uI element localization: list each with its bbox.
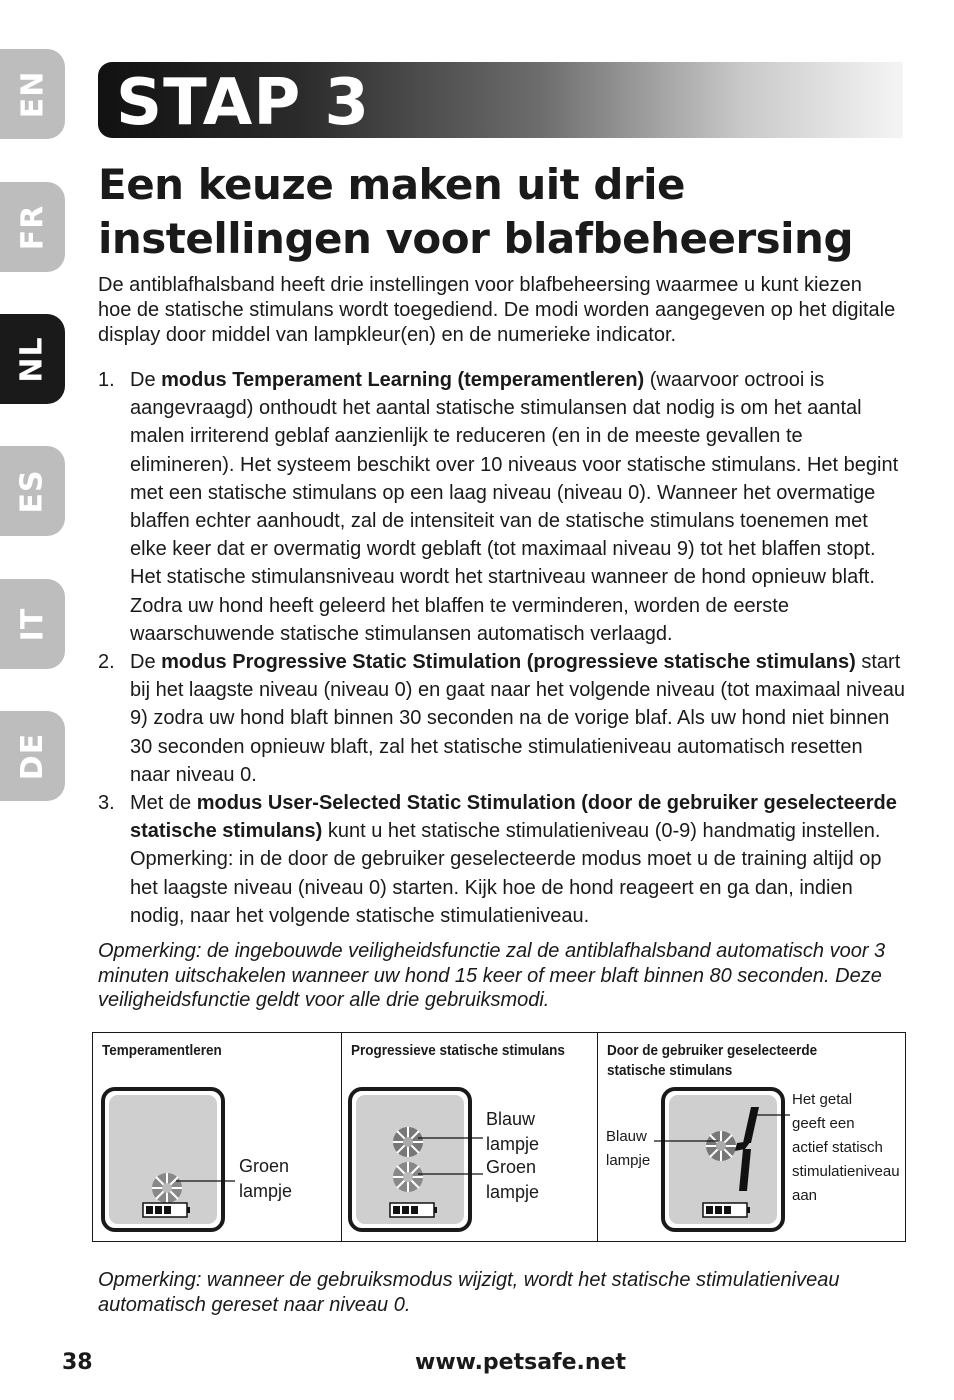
list-text: start bij het laagste niveau (niveau 0) en gaat naar het volgende niveau (tot maximaal niveau 9) zodra uw hond blaft binnen 30 seconden na de vorige blaf. Als uw hond niet binnen 30 seconden opnieuw blaft, zal het statische stimulatieniveau automatisch resetten naar niveau 0. bbox=[130, 651, 905, 786]
mode-change-note: Opmerking: wanneer de gebruiksmodus wijzigt, wordt het statische stimulatieniveau automatisch gereset naar niveau 0. bbox=[98, 1269, 840, 1316]
collar-display-illustration bbox=[661, 1087, 785, 1232]
website-link[interactable]: www.petsafe.net bbox=[415, 1350, 626, 1375]
list-item bbox=[98, 648, 908, 789]
callout-blue-light: Blauw lampje bbox=[606, 1128, 651, 1169]
callout-green-light: Groen lampje bbox=[239, 1156, 293, 1201]
lang-tab-de[interactable] bbox=[0, 711, 65, 801]
heading-line: Een keuze maken uit drie bbox=[98, 160, 686, 209]
list-text-bold: modus Temperament Learning (temperamentleren) bbox=[161, 369, 645, 391]
callout-green-light: Groen lampje bbox=[486, 1157, 540, 1202]
step-banner bbox=[98, 62, 903, 138]
list-text-pre: De bbox=[130, 369, 162, 391]
battery-icon bbox=[143, 1203, 190, 1217]
modes-table bbox=[92, 1032, 906, 1242]
lang-tab-label: NL bbox=[14, 335, 50, 383]
callout-blue-light: Blauw lampje bbox=[486, 1109, 540, 1154]
page-heading bbox=[98, 158, 898, 266]
lang-tab-label: IT bbox=[14, 607, 50, 641]
light-indicator-icon bbox=[393, 1162, 423, 1192]
callout-level-number: Het getal geeft een actief statisch stimulatieniveau aan bbox=[792, 1091, 900, 1204]
lang-tab-en[interactable] bbox=[0, 49, 65, 139]
battery-icon bbox=[390, 1203, 437, 1217]
lang-tab-label: DE bbox=[15, 732, 50, 780]
list-text-bold: modus Progressive Static Stimulation (progressieve statische stimulans) bbox=[161, 651, 856, 674]
safety-note: Opmerking: de ingebouwde veiligheidsfunctie zal de antiblafhalsband automatisch voor 3 minuten uitschakelen wanneer uw hond 15 keer of meer blaft binnen 80 seconden. Deze veiligheidsfunctie geldt voor alle drie gebruiksmodi. bbox=[98, 940, 886, 1011]
display-icons bbox=[352, 1091, 468, 1228]
light-indicator-icon bbox=[706, 1131, 736, 1161]
display-icons bbox=[665, 1091, 781, 1228]
digit-segment-icon bbox=[735, 1107, 759, 1191]
intro-paragraph: De antiblafhalsband heeft drie instellingen voor blafbeheersing waarmee u kunt kiezen hoe de statische stimulans wordt toegediend. De modi worden aangegeven op het digitale display door middel van lampkleur(en) en de numerieke indicator. bbox=[98, 274, 896, 346]
mode-list bbox=[98, 366, 908, 930]
battery-icon bbox=[703, 1203, 750, 1217]
light-indicator-icon bbox=[152, 1173, 182, 1203]
lang-tab-es[interactable] bbox=[0, 446, 65, 536]
list-text-pre: De bbox=[130, 651, 162, 674]
list-number: 2. bbox=[98, 651, 115, 674]
page-number: 38 bbox=[62, 1350, 93, 1375]
list-text: (waarvoor octrooi is aangevraagd) onthoudt het aantal statische stimulansen dat nodig is om het aantal malen irriterend geblaf aanzienlijk te reduceren (en in de meeste gevallen te elimineren). Het systeem beschikt over 10 niveaus voor statische stimulans. Het begint met een statische stimulans op een laag niveau (niveau 0). Wanneer het overmatige blaffen echter aanhoudt, zal de intensiteit van de statische stimulans toenemen met elke keer dat er overmatig wordt geblaft (tot maximaal niveau 9) tot het blaffen stopt. Het statische stimulansniveau wordt het startniveau wanneer de hond opnieuw blaft. Zodra uw hond heeft geleerd het blaffen te verminderen, worden de eerste waarschuwende statische stimulansen automatisch verlaagd. bbox=[130, 369, 899, 645]
step-title: STAP 3 bbox=[116, 66, 371, 140]
display-icons bbox=[105, 1091, 221, 1228]
heading-line: instellingen voor blafbeheersing bbox=[98, 214, 854, 263]
mode-title: Progressieve statische stimulans bbox=[351, 1042, 565, 1059]
lang-tab-fr[interactable] bbox=[0, 182, 65, 272]
mode-cell-user-selected bbox=[598, 1033, 904, 1241]
mode-cell-progressive bbox=[342, 1033, 598, 1241]
lang-tab-nl[interactable] bbox=[0, 314, 65, 404]
lang-tab-it[interactable] bbox=[0, 579, 65, 669]
collar-display-illustration bbox=[101, 1087, 225, 1232]
list-text-bold: modus User-Selected Static Stimulation (door de gebruiker geselecteerde statische stimulans) bbox=[130, 792, 897, 843]
mode-title: Door de gebruiker geselecteerde statische stimulans bbox=[607, 1042, 818, 1079]
lang-tab-label: ES bbox=[14, 468, 50, 514]
list-number: 1. bbox=[98, 369, 115, 391]
list-text: kunt u het statische stimulatieniveau (0-9) handmatig instellen. Opmerking: in de door de gebruiker geselecteerde modus moet u de training altijd op het laagste niveau (niveau 0) starten. Kijk hoe de hond reageert en ga dan, indien nodig, naar het volgende statische stimulatieniveau. bbox=[130, 820, 882, 927]
mode-title: Temperamentleren bbox=[102, 1042, 222, 1059]
lang-tab-label: EN bbox=[14, 70, 50, 118]
mode-cell-temperament bbox=[93, 1033, 342, 1241]
list-item bbox=[98, 789, 908, 930]
lang-tab-label: FR bbox=[15, 204, 50, 250]
collar-display-illustration bbox=[348, 1087, 472, 1232]
list-number: 3. bbox=[98, 792, 115, 815]
light-indicator-icon bbox=[393, 1127, 423, 1157]
list-text-pre: Met de bbox=[130, 792, 197, 815]
list-item bbox=[98, 366, 908, 648]
